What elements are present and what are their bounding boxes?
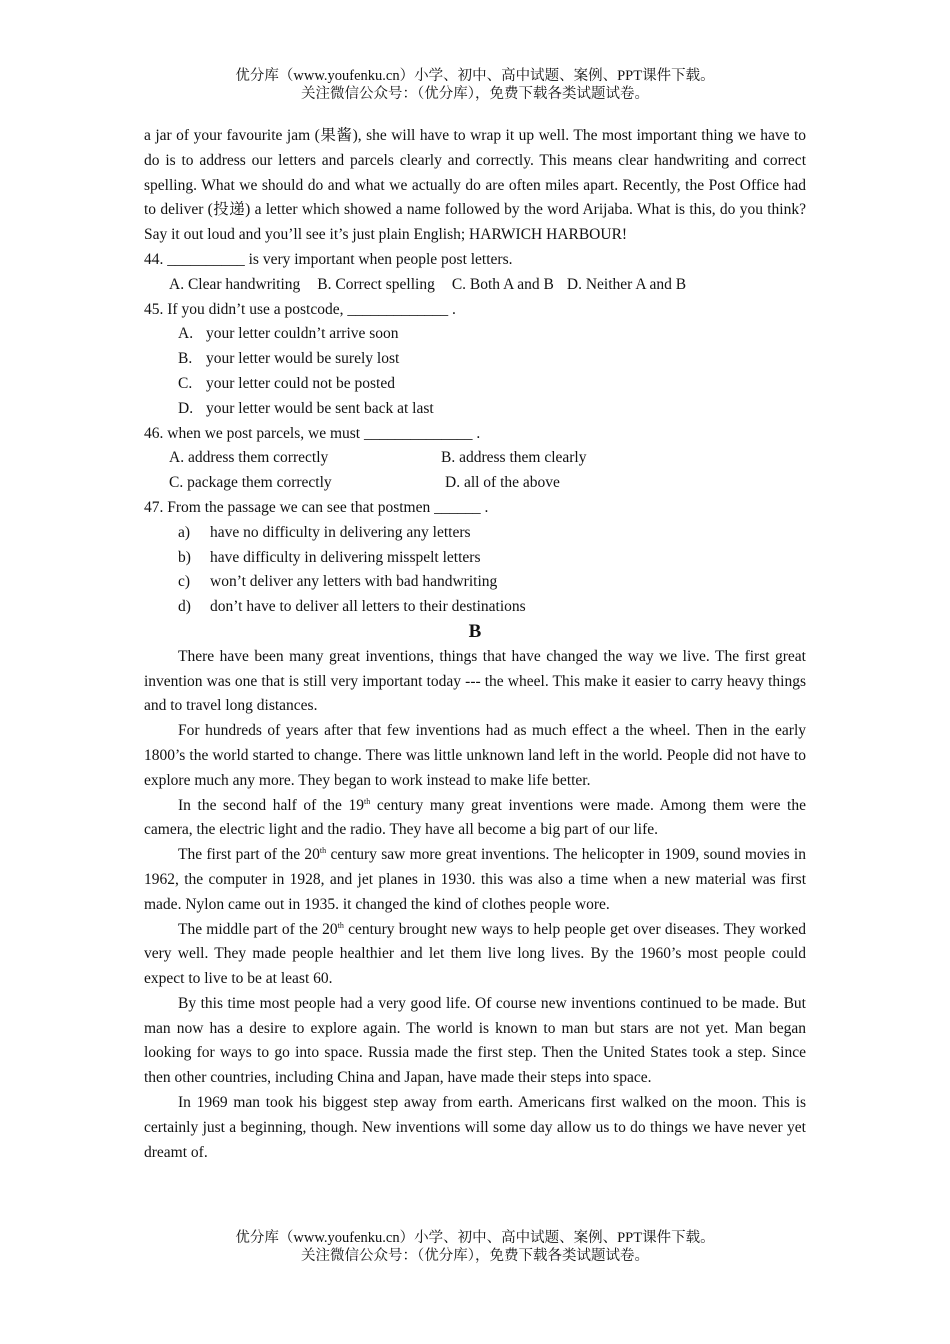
option-label: a) bbox=[178, 523, 191, 541]
page-footer bbox=[0, 1229, 950, 1265]
section-b-title: B bbox=[468, 620, 482, 642]
option-45-c bbox=[144, 372, 806, 397]
option-text: your letter would be sent back at last bbox=[206, 399, 434, 417]
option-46-d: D. all of the above bbox=[445, 474, 560, 492]
section-b-paragraph-7: In 1969 man took his biggest step away from earth. Americans first walked on the moon. This is certainly just a beginning, though. New inventions will some day allow us to do things we have never yet dreamt of. bbox=[144, 1094, 806, 1161]
paragraph-text: In the second half of the 19 bbox=[178, 796, 364, 814]
option-label: C. bbox=[178, 374, 193, 392]
option-label: b) bbox=[178, 548, 191, 566]
option-47-b bbox=[144, 546, 806, 571]
option-46-b: B. address them clearly bbox=[441, 449, 587, 467]
option-text: your letter would be surely lost bbox=[206, 350, 400, 368]
passage-a-continuation: a jar of your favourite jam (果酱), she will have to wrap it up well. The most important thing we have to do is to address our letters and parcels clearly and correctly. This means clear handwriting and correct spelling. What we should do and what we actually do are often miles apart. Recently, the Post Office had to deliver (投递) a letter which showed a name followed by the word Arijaba. What is this, do you think? Say it out loud and you’ll see it’s just plain English; HARWICH HARBOUR! bbox=[144, 127, 806, 244]
question-44-stem: 44. __________ is very important when people post letters. bbox=[144, 250, 513, 268]
header-line-1: 优分库（www.youfenku.cn）小学、初中、高中试题、案例、PPT课件下载。 bbox=[235, 68, 715, 84]
paragraph-text: The middle part of the 20 bbox=[178, 920, 338, 938]
option-46-a: A. address them correctly bbox=[169, 449, 329, 467]
section-b-paragraph-3 bbox=[144, 794, 806, 844]
question-44-options bbox=[144, 273, 806, 298]
option-label: B. bbox=[178, 350, 193, 368]
option-45-a bbox=[144, 322, 806, 347]
option-label: D. bbox=[178, 399, 194, 417]
option-44-b: B. Correct spelling bbox=[317, 275, 435, 293]
option-label: d) bbox=[178, 598, 191, 616]
option-46-c: C. package them correctly bbox=[169, 474, 332, 492]
option-47-c bbox=[144, 570, 806, 595]
option-45-d bbox=[144, 397, 806, 422]
question-47-stem: 47. From the passage we can see that postmen ______ . bbox=[144, 498, 489, 516]
option-text: your letter couldn’t arrive soon bbox=[206, 325, 399, 343]
section-b-paragraph-2: For hundreds of years after that few inventions had as much effect a the wheel. Then in the early 1800’s the world started to change. There was little unknown land left in the world. People did not have to explore much any more. They began to work instead to make life better. bbox=[144, 722, 806, 789]
paragraph-text: century brought new ways to help people get over diseases. They worked very well. They made people healthier and let them live long lives. By the 1960’s most people could expect to live to be at least 60. bbox=[144, 920, 806, 988]
question-46-options-row-2 bbox=[144, 471, 806, 496]
option-text: your letter could not be posted bbox=[206, 374, 395, 392]
question-45-stem: 45. If you didn’t use a postcode, _____________ . bbox=[144, 300, 456, 318]
section-b-paragraph-5 bbox=[144, 918, 806, 992]
superscript: th bbox=[337, 920, 344, 930]
option-44-d: D. Neither A and B bbox=[566, 275, 687, 293]
superscript: th bbox=[319, 845, 327, 855]
option-text: have difficulty in delivering misspelt letters bbox=[210, 548, 481, 566]
option-44-c: C. Both A and B bbox=[451, 275, 554, 293]
section-b-paragraph-4 bbox=[144, 843, 806, 917]
option-47-a bbox=[144, 521, 806, 546]
superscript: th bbox=[363, 796, 371, 806]
footer-line-1: 优分库（www.youfenku.cn）小学、初中、高中试题、案例、PPT课件下载。 bbox=[235, 1230, 715, 1246]
document-body bbox=[144, 124, 806, 1165]
footer-line-2: 关注微信公众号：（优分库），免费下载各类试题试卷。 bbox=[301, 1248, 649, 1264]
section-b-paragraph-1: There have been many great inventions, things that have changed the way we live. The first great invention was one that is still very important today --- the wheel. This make it easier to carry heavy things and to travel long distances. bbox=[144, 647, 806, 715]
option-text: don’t have to deliver all letters to their destinations bbox=[210, 598, 526, 616]
option-label: A. bbox=[178, 325, 194, 343]
paragraph-text: century saw more great inventions. The helicopter in 1909, sound movies in 1962, the computer in 1928, and jet planes in 1930. this was also a time when a new material was first made. Nylon came out in 1935. it changed the kind of clothes people wore. bbox=[144, 846, 806, 913]
paragraph-text: The first part of the 20 bbox=[178, 846, 320, 864]
page-header bbox=[0, 67, 950, 103]
paragraph-text: century many great inventions were made. Among them were the camera, the electric light and the radio. They have all become a big part of our life. bbox=[144, 796, 806, 839]
option-text: have no difficulty in delivering any letters bbox=[210, 523, 471, 541]
option-45-b bbox=[144, 347, 806, 372]
question-46-stem: 46. when we post parcels, we must ______________ . bbox=[144, 424, 481, 442]
header-line-2: 关注微信公众号：（优分库），免费下载各类试题试卷。 bbox=[301, 86, 649, 102]
option-47-d bbox=[144, 595, 806, 620]
option-label: c) bbox=[178, 573, 191, 591]
question-46-options-row-1 bbox=[144, 446, 806, 471]
option-text: won’t deliver any letters with bad handwriting bbox=[210, 573, 498, 591]
section-b-paragraph-6: By this time most people had a very good life. Of course new inventions continued to be made. But man now has a desire to explore again. The world is known to man but stars are not yet. Man began looking for ways to go into space. Russia made the first step. Then the United States took a step. Since then other countries, including China and Japan, have made their steps into space. bbox=[144, 994, 806, 1087]
option-44-a: A. Clear handwriting bbox=[169, 275, 301, 293]
